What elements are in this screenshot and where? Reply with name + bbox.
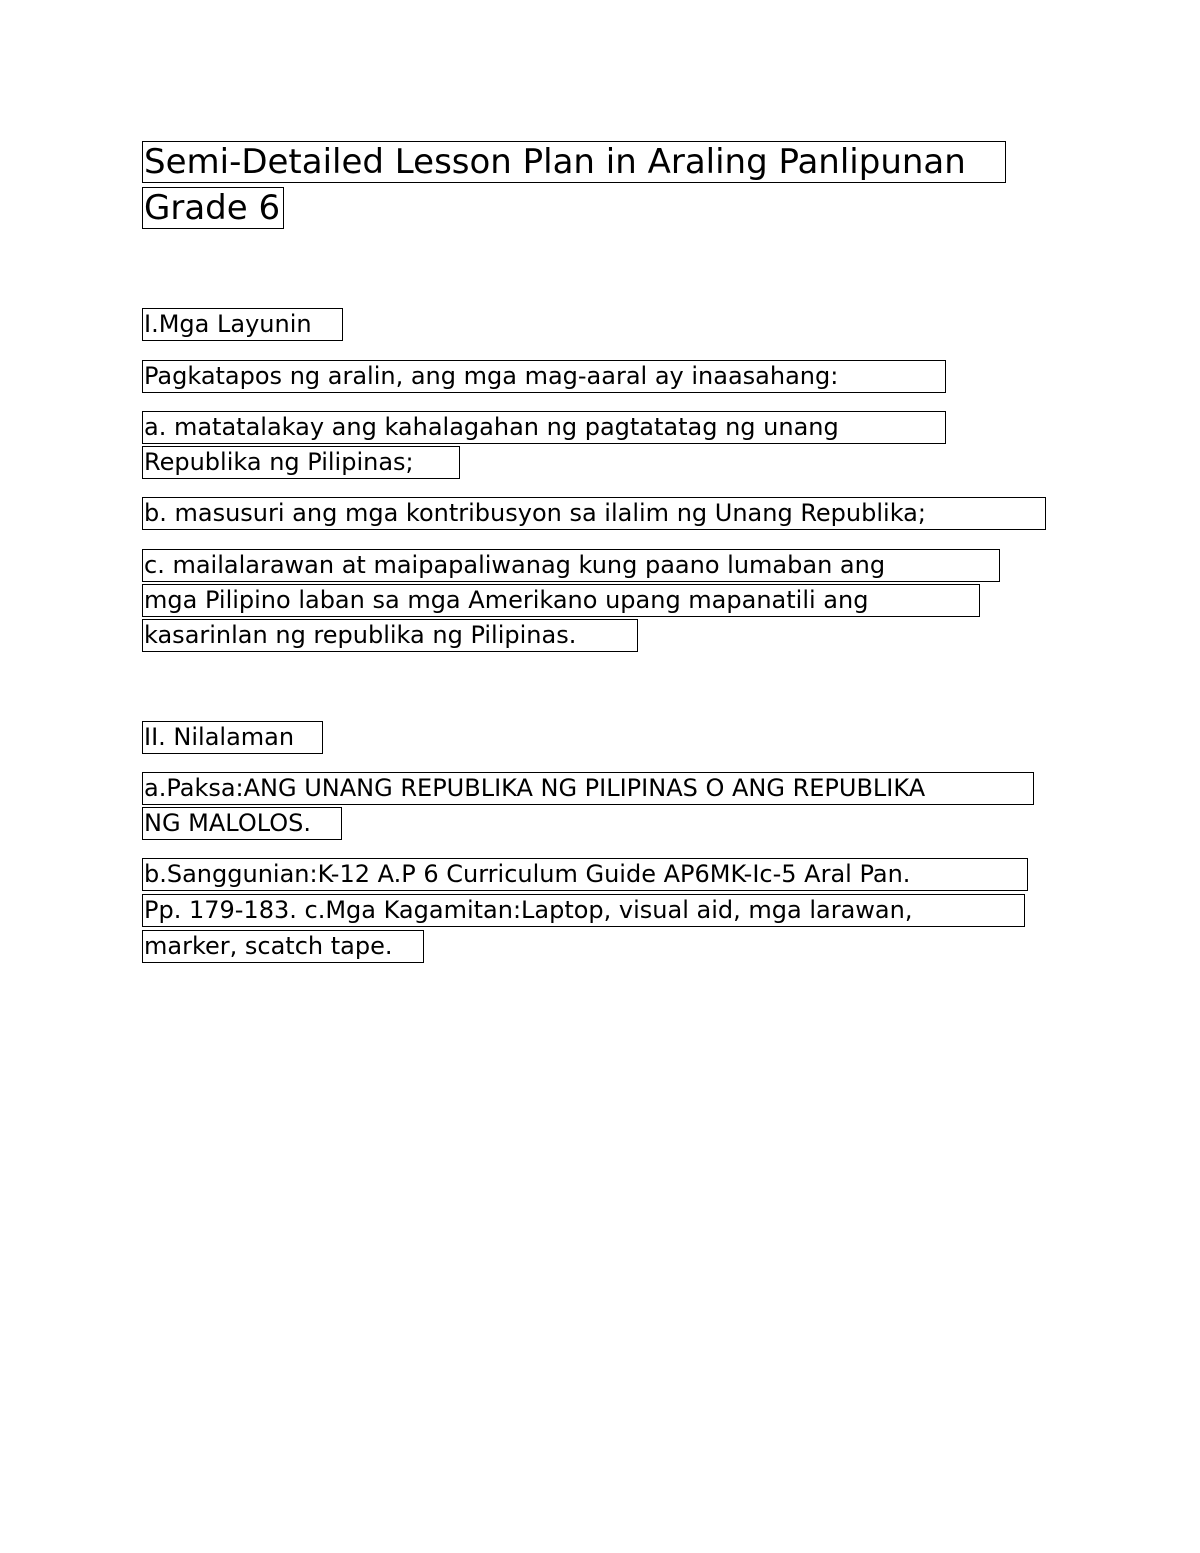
section-heading-nilalaman: II. Nilalaman xyxy=(142,721,323,754)
nilalaman-paksa-line-1: a.Paksa:ANG UNANG REPUBLIKA NG PILIPINAS O ANG REPUBLIKA xyxy=(142,772,1034,805)
nilalaman-sanggunian-line-2: Pp. 179-183. c.Mga Kagamitan:Laptop, visual aid, mga larawan, xyxy=(142,894,1025,927)
layunin-item-a-line-2: Republika ng Pilipinas; xyxy=(142,446,460,479)
document-title-line-1: Semi-Detailed Lesson Plan in Araling Panlipunan xyxy=(142,141,1006,183)
layunin-item-c-line-1: c. mailalarawan at maipapaliwanag kung paano lumaban ang xyxy=(142,549,1000,582)
layunin-item-b: b. masusuri ang mga kontribusyon sa ilalim ng Unang Republika; xyxy=(142,497,1046,530)
nilalaman-paksa-line-2: NG MALOLOS. xyxy=(142,807,342,840)
layunin-item-a-line-1: a. matatalakay ang kahalagahan ng pagtatatag ng unang xyxy=(142,411,946,444)
layunin-intro: Pagkatapos ng aralin, ang mga mag-aaral ay inaasahang: xyxy=(142,360,946,393)
nilalaman-sanggunian-line-1: b.Sanggunian:K-12 A.P 6 Curriculum Guide AP6MK-Ic-5 Aral Pan. xyxy=(142,858,1028,891)
document-title-line-2: Grade 6 xyxy=(142,187,284,229)
nilalaman-sanggunian-line-3: marker, scatch tape. xyxy=(142,930,424,963)
section-heading-layunin: I.Mga Layunin xyxy=(142,308,343,341)
layunin-item-c-line-3: kasarinlan ng republika ng Pilipinas. xyxy=(142,619,638,652)
layunin-item-c-line-2: mga Pilipino laban sa mga Amerikano upang mapanatili ang xyxy=(142,584,980,617)
